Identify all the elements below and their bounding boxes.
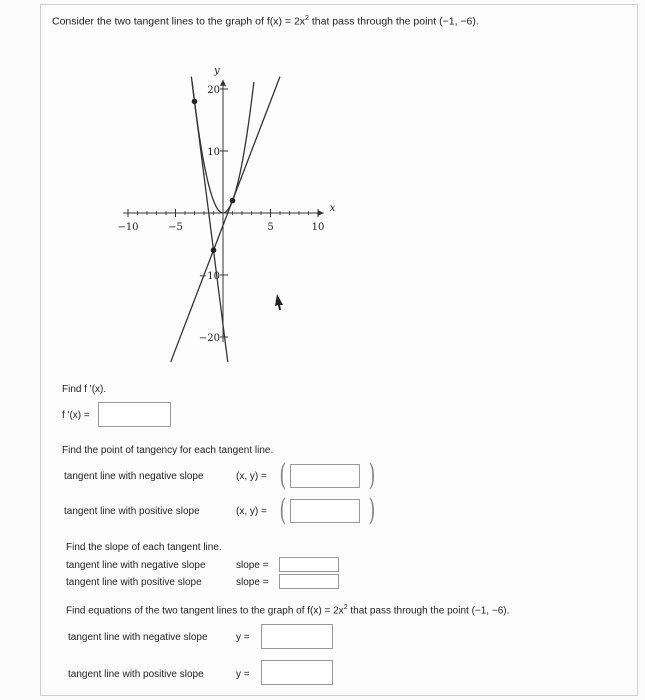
x-tick-label: 10 [311,222,325,233]
q3-pos-label: tangent line with positive slope [66,577,202,588]
function-expression: f(x) = 2x [266,15,306,28]
y-tick-label: 10 [207,147,220,158]
tangent-equation-negative-input[interactable] [261,624,333,649]
q2-neg-xy-label: (x, y) = [236,471,267,482]
q4-pos-y-label: y = [236,669,250,680]
graph-axes [123,80,323,342]
derivative-input[interactable] [98,402,171,427]
q1-prompt: Find f '(x). [62,384,107,395]
graph-point [211,247,217,253]
left-paren-neg: ( [279,458,287,493]
q4-function-exponent: 2 [343,604,348,611]
graph-point [192,99,198,105]
y-tick-label: 20 [207,85,220,96]
x-tick-label: 5 [267,222,274,233]
q4-neg-y-label: y = [236,632,250,643]
q4-prompt [66,604,509,616]
slope-positive-input[interactable] [279,574,339,589]
tangent-line-positive [171,77,280,362]
x-tick-label: −10 [117,222,139,233]
y-axis-arrow [220,80,226,86]
q4-function-expression: f(x) = 2x [307,605,344,617]
x-axis-arrow [318,210,324,216]
problem-point: that pass through the point (−1, −6). [308,15,479,28]
tangency-point-positive-input[interactable] [290,499,360,523]
q3-neg-slope-label: slope = [236,560,269,571]
y-tick-label: −10 [198,271,220,282]
function-exponent: 2 [305,15,309,22]
q4-neg-label: tangent line with negative slope [68,632,208,643]
right-paren-pos: ) [368,493,376,528]
graph-labels [117,66,335,344]
q3-prompt: Find the slope of each tangent line. [66,542,222,553]
q2-pos-xy-label: (x, y) = [236,506,267,517]
q1-label: f '(x) = [62,410,90,421]
q2-prompt: Find the point of tangency for each tangent line. [62,445,274,456]
left-paren-pos: ( [279,493,287,528]
graph-points [192,99,236,253]
tangent-equation-positive-input[interactable] [261,660,333,685]
function-graph [100,40,350,380]
x-axis-label: x [329,203,336,214]
x-tick-label: −5 [168,222,183,233]
q4-pos-label: tangent line with positive slope [68,669,204,680]
y-tick-label: −20 [198,333,220,344]
problem-statement [52,15,479,28]
q3-neg-label: tangent line with negative slope [66,560,206,571]
graph-point [230,198,236,204]
q2-pos-label: tangent line with positive slope [64,506,200,517]
right-paren-neg: ) [368,458,376,493]
graph-curves [171,77,280,362]
q4-prompt-before: Find equations of the two tangent lines to the graph of [66,605,308,617]
q3-pos-slope-label: slope = [236,577,269,588]
y-axis-label: y [214,65,220,77]
mouse-cursor-icon [275,294,283,310]
problem-intro: Consider the two tangent lines to the graph of [52,15,267,28]
tangent-line-negative [191,77,227,362]
q4-prompt-after: that pass through the point (−1, −6). [347,605,510,617]
q2-neg-label: tangent line with negative slope [64,471,204,482]
tangency-point-negative-input[interactable] [290,464,360,488]
slope-negative-input[interactable] [279,557,339,572]
